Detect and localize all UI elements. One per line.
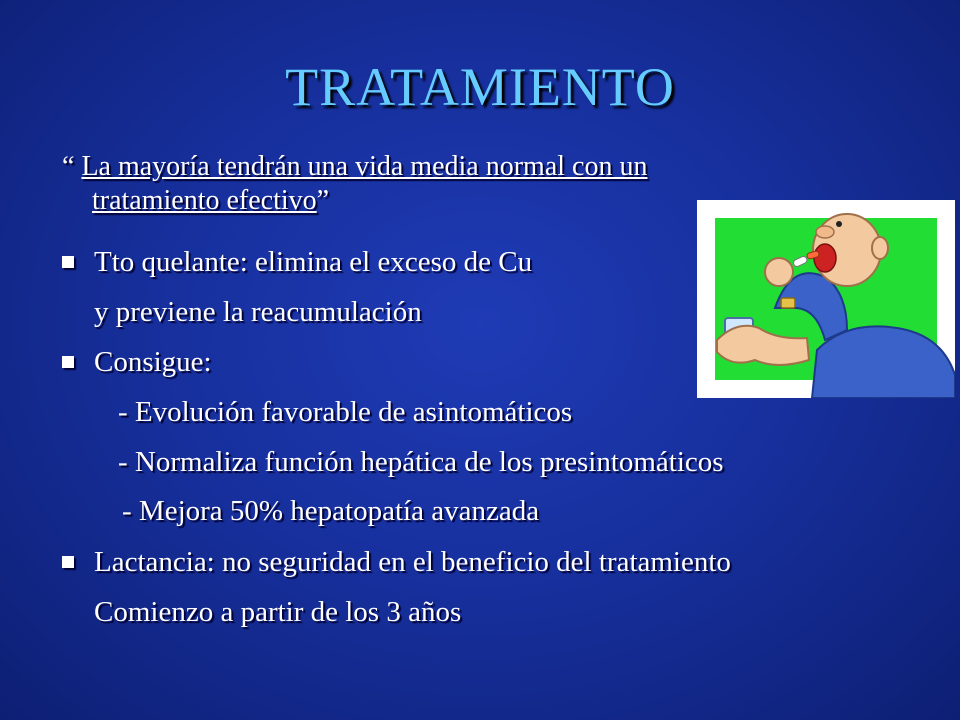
bullet-2-sub-3: - Mejora 50% hepatopatía avanzada (122, 495, 540, 527)
bullet-3-continuation: Comienzo a partir de los 3 años (94, 596, 462, 628)
bullet-marker-3 (62, 556, 74, 568)
quote-open-mark: “ (62, 151, 82, 182)
quote-line-2: tratamiento efectivo (92, 185, 317, 216)
bullet-2-sub-1: - Evolución favorable de asintomáticos (118, 396, 573, 428)
bullet-1-text: Tto quelante: elimina el exceso de Cu (94, 246, 533, 278)
quote-close-mark: ” (316, 185, 330, 216)
bullet-marker-2 (62, 356, 74, 368)
bullet-1-continuation: y previene la reacumulación (94, 296, 422, 328)
bullet-2-text: Consigue: (94, 346, 212, 378)
slide-title: TRATAMIENTO (285, 57, 675, 117)
quote-line-1: La mayoría tendrán una vida media normal con un (81, 151, 648, 182)
illustration-svg (697, 200, 955, 398)
bullet-2-sub-2: - Normaliza función hepática de los presintomáticos (118, 446, 724, 478)
quote-text (62, 150, 802, 218)
bullet-3-text: Lactancia: no seguridad en el beneficio del tratamiento (94, 546, 731, 578)
bullet-marker-1 (62, 256, 74, 268)
man-taking-pills-icon (697, 200, 955, 398)
